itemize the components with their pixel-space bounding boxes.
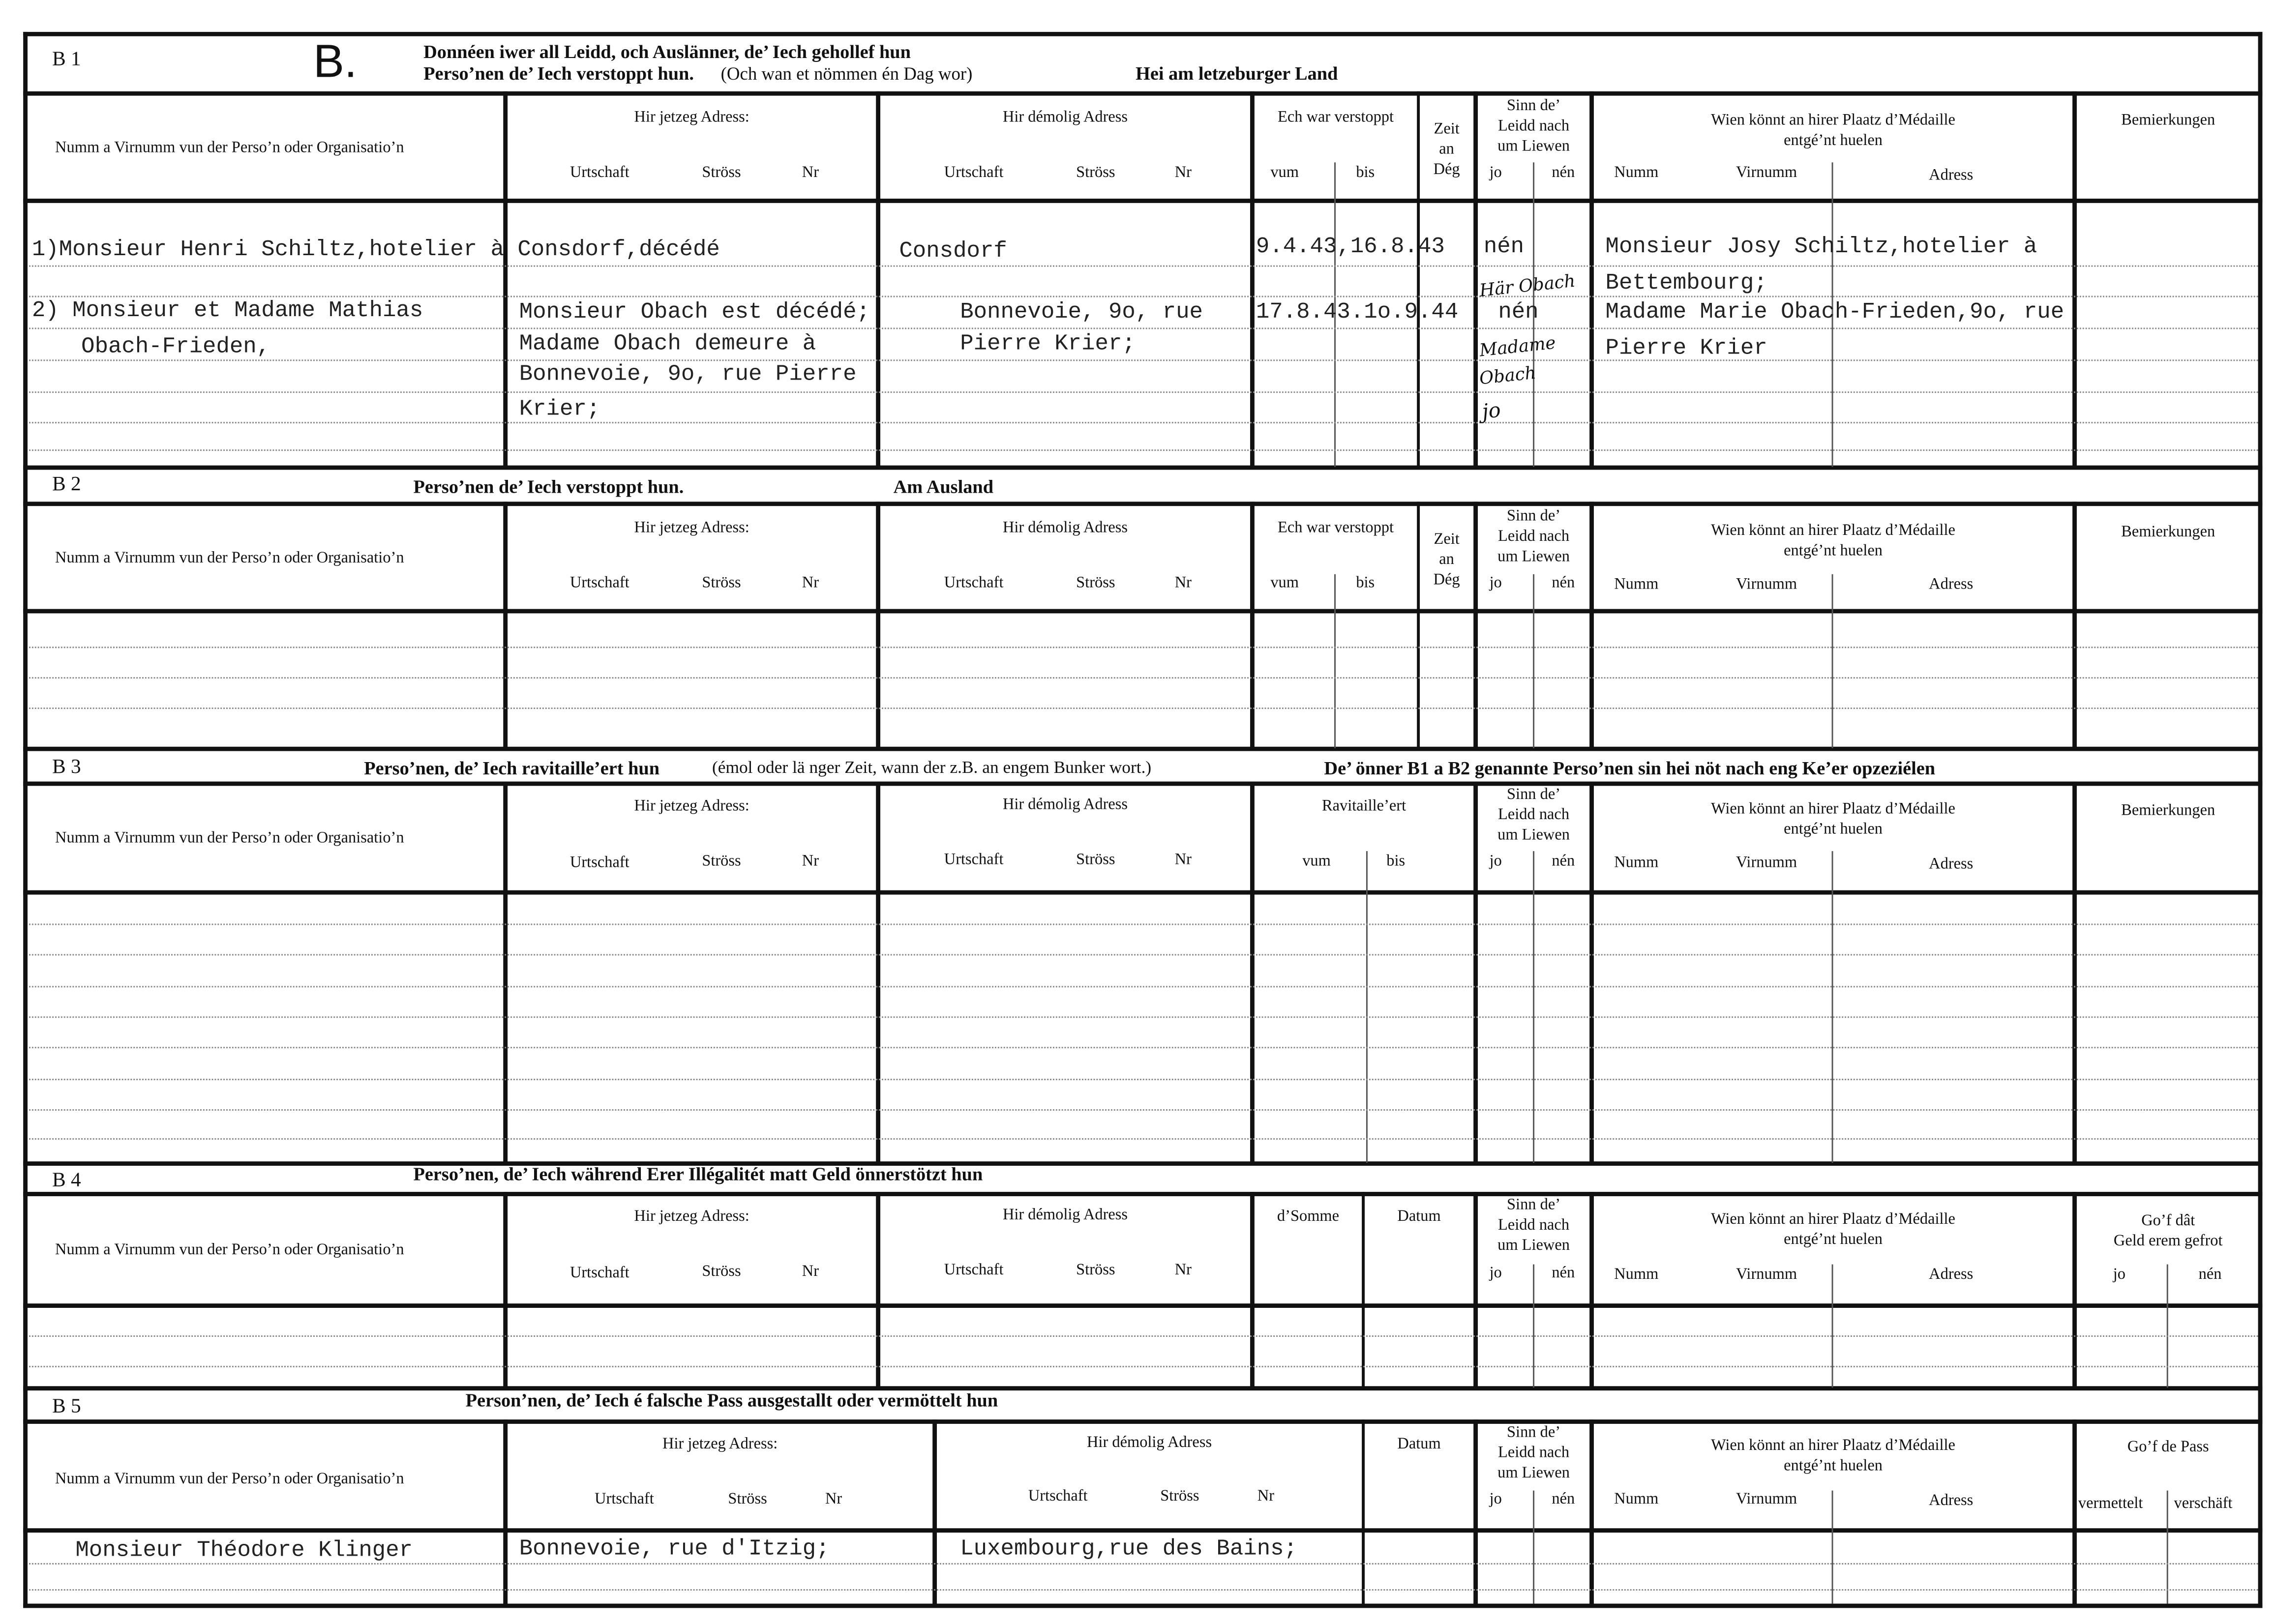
col-no: nén <box>2198 1266 2222 1283</box>
col-medal-name: Numm <box>1614 854 1659 872</box>
col-medal-header: Wien könnt an hirer Plaatz d’Médaille entgé’nt huelen <box>1711 112 1955 149</box>
b3-title-remark: De’ önner B1 a B2 genannte Perso’nen sin hei nöt nach eng Ke’er opzeziélen <box>1324 757 1936 779</box>
entry-2-medal-line1: Madame Marie Obach-Frieden,9o, rue <box>1605 298 2065 325</box>
col-no: nén <box>1552 1264 1575 1282</box>
col-date-header: Datum <box>1397 1208 1441 1225</box>
handwritten-note-line2: Madame <box>1478 332 1557 361</box>
b5-title: Person’nen, de’ Iech é falsche Pass ausgestallt oder vermöttelt hun <box>465 1389 998 1411</box>
b4-title: Perso’nen, de’ Iech während Erer Illégalitét matt Geld önnerstötzt hun <box>413 1163 983 1185</box>
entry-2-current-line2: Madame Obach demeure à <box>519 330 816 357</box>
col-town: Urtschaft <box>1028 1487 1088 1506</box>
entry-2-medal-line2: Pierre Krier <box>1605 335 1767 361</box>
entry-1-medal-line1: Monsieur Josy Schiltz,hotelier à <box>1605 233 2037 260</box>
entry-1-alive-no: nén <box>1483 233 1525 260</box>
col-street: Ströss <box>702 853 741 870</box>
col-name-header: Numm a Virnumm vun der Perso’n oder Organisatio’n <box>55 829 404 847</box>
col-nr: Nr <box>1174 1261 1192 1279</box>
col-to: bis <box>1356 574 1375 592</box>
col-former-address-header: Hir démolig Adress <box>1086 1434 1212 1451</box>
col-name-header: Numm a Virnumm vun der Perso’n oder Organisatio’n <box>55 1241 404 1259</box>
col-alive-header: Sinn de’ Leidd nach um Liewen <box>1497 1423 1570 1482</box>
col-pass-issued: vermettelt <box>2078 1495 2143 1512</box>
b2-title-place: Am Ausland <box>893 475 994 498</box>
col-nr: Nr <box>825 1490 842 1508</box>
col-yes: jo <box>1489 574 1502 592</box>
col-street: Ströss <box>1160 1487 1199 1506</box>
col-no: nén <box>1552 1490 1575 1508</box>
col-days-header: Zeit an Dég <box>1433 531 1460 589</box>
handwritten-note-line1: Här Obach <box>1478 270 1577 301</box>
b3-title-note: (émol oder lä nger Zeit, wann der z.B. an engem Bunker wort.) <box>712 757 1152 777</box>
section-code-b3: B 3 <box>52 757 81 779</box>
col-nr: Nr <box>802 164 819 181</box>
col-town: Urtschaft <box>944 574 1004 592</box>
col-days-header: Zeit an Dég <box>1433 120 1460 178</box>
col-medal-firstname: Virnumm <box>1735 854 1797 872</box>
entry-2-alive-no: nén <box>1498 298 1539 325</box>
entry-2-name-line2: Obach-Frieden, <box>81 333 270 360</box>
entry-2-current-line3: Bonnevoie, 9o, rue Pierre <box>519 361 857 387</box>
col-current-address-header: Hir jetzeg Adress: <box>634 109 749 126</box>
col-paid-back-header: Go’f dât Geld erem gefrot <box>2113 1212 2223 1250</box>
col-supplied-header: Ravitaille’ert <box>1321 797 1406 815</box>
col-town: Urtschaft <box>944 164 1004 181</box>
section-code-b1: B 1 <box>52 49 81 71</box>
col-nr: Nr <box>802 1263 819 1280</box>
col-current-address-header: Hir jetzeg Adress: <box>634 1208 749 1225</box>
entry-2-former-line1: Bonnevoie, 9o, rue <box>960 298 1203 325</box>
col-no: nén <box>1552 853 1575 870</box>
col-street: Ströss <box>702 1263 741 1280</box>
col-medal-address: Adress <box>1929 1266 1974 1283</box>
col-town: Urtschaft <box>569 854 629 872</box>
col-sum-header: d’Somme <box>1277 1208 1340 1225</box>
col-former-address-header: Hir démolig Adress <box>1002 109 1128 126</box>
col-name-header: Numm a Virnumm vun der Perso’n oder Organisatio’n <box>55 139 404 157</box>
col-yes: jo <box>1489 1490 1502 1508</box>
col-no: nén <box>1552 574 1575 592</box>
col-medal-name: Numm <box>1614 164 1659 181</box>
entry-1-dates: 9.4.43,16.8.43 <box>1256 233 1445 260</box>
section-code-b5: B 5 <box>52 1396 81 1418</box>
col-medal-firstname: Virnumm <box>1735 575 1797 593</box>
col-street: Ströss <box>1076 851 1115 869</box>
col-pass-header: Go’f de Pass <box>2127 1438 2209 1456</box>
col-street: Ströss <box>702 574 741 592</box>
entry-1-former-town: Consdorf <box>899 237 1007 264</box>
col-remarks-header: Bemierkungen <box>2121 112 2215 129</box>
col-from: vum <box>1270 574 1299 592</box>
col-nr: Nr <box>802 853 819 870</box>
col-town: Urtschaft <box>944 1261 1004 1279</box>
col-hidden-header: Ech war verstoppt <box>1278 109 1394 126</box>
col-alive-header: Sinn de’ Leidd nach um Liewen <box>1497 507 1570 566</box>
col-medal-header: Wien könnt an hirer Plaatz d’Médaille entgé’nt huelen <box>1711 1437 1955 1475</box>
col-street: Ströss <box>1076 574 1115 592</box>
col-medal-header: Wien könnt an hirer Plaatz d’Médaille entgé’nt huelen <box>1711 1211 1955 1249</box>
col-town: Urtschaft <box>569 1264 629 1282</box>
col-remarks-header: Bemierkungen <box>2121 801 2215 820</box>
b5-entry-current-address: Bonnevoie, rue d'Itzig; <box>519 1535 830 1562</box>
entry-2-former-line2: Pierre Krier; <box>960 330 1136 357</box>
col-name-header: Numm a Virnumm vun der Perso’n oder Organisatio’n <box>55 1470 404 1488</box>
b1-title-place: Hei am letzeburger Land <box>1136 62 1338 85</box>
col-medal-address: Adress <box>1929 855 1974 873</box>
handwritten-note-line4: jo <box>1481 399 1502 424</box>
col-from: vum <box>1270 164 1299 181</box>
col-medal-firstname: Virnumm <box>1735 1490 1797 1508</box>
col-town: Urtschaft <box>595 1490 654 1508</box>
b1-title-line2: Perso’nen de’ Iech verstoppt hun. <box>423 62 694 85</box>
b1-title-note: (Och wan et nömmen én Dag wor) <box>720 63 973 85</box>
col-to: bis <box>1356 164 1375 181</box>
col-to: bis <box>1386 853 1406 870</box>
col-nr: Nr <box>1174 851 1192 869</box>
col-medal-header: Wien könnt an hirer Plaatz d’Médaille entgé’nt huelen <box>1711 800 1955 838</box>
col-medal-name: Numm <box>1614 1266 1659 1283</box>
col-current-address-header: Hir jetzeg Adress: <box>662 1435 778 1453</box>
col-street: Ströss <box>1076 164 1115 181</box>
col-medal-firstname: Virnumm <box>1735 164 1797 181</box>
entry-1-medal-line2: Bettembourg; <box>1605 269 1767 296</box>
col-yes: jo <box>2113 1266 2125 1283</box>
col-medal-address: Adress <box>1929 167 1974 184</box>
col-name-header: Numm a Virnumm vun der Perso’n oder Organisatio’n <box>55 549 404 567</box>
col-nr: Nr <box>802 574 819 592</box>
form-letter: B. <box>313 34 358 87</box>
col-yes: jo <box>1489 853 1502 870</box>
col-date-header: Datum <box>1397 1435 1441 1453</box>
col-street: Ströss <box>1076 1261 1115 1279</box>
b1-title-line1: Donnéen iwer all Leidd, och Auslänner, de’ Iech gehollef hun <box>423 40 911 62</box>
entry-1-name: 1)Monsieur Henri Schiltz,hotelier à Consdorf,décédé <box>31 236 720 263</box>
col-alive-header: Sinn de’ Leidd nach um Liewen <box>1497 97 1570 155</box>
col-nr: Nr <box>1174 574 1192 592</box>
b3-title: Perso’nen, de’ Iech ravitaille’ert hun <box>364 757 660 779</box>
col-former-address-header: Hir démolig Adress <box>1002 796 1128 814</box>
col-remarks-header: Bemierkungen <box>2121 523 2215 541</box>
section-code-b4: B 4 <box>52 1170 81 1192</box>
col-no: nén <box>1552 164 1575 181</box>
col-medal-address: Adress <box>1929 1492 1974 1509</box>
col-current-address-header: Hir jetzeg Adress: <box>634 519 749 537</box>
col-street: Ströss <box>702 164 741 181</box>
section-code-b2: B 2 <box>52 474 81 496</box>
col-medal-address: Adress <box>1929 575 1974 593</box>
col-nr: Nr <box>1257 1487 1275 1506</box>
col-alive-header: Sinn de’ Leidd nach um Liewen <box>1497 1196 1570 1254</box>
b5-entry-former-address: Luxembourg,rue des Bains; <box>960 1535 1298 1562</box>
col-former-address-header: Hir démolig Adress <box>1002 1206 1128 1224</box>
b2-title: Perso’nen de’ Iech verstoppt hun. <box>413 475 684 498</box>
col-alive-header: Sinn de’ Leidd nach um Liewen <box>1497 786 1570 844</box>
col-medal-name: Numm <box>1614 575 1659 593</box>
col-from: vum <box>1302 853 1331 870</box>
entry-2-name-line1: 2) Monsieur et Madame Mathias <box>31 297 423 324</box>
col-street: Ströss <box>728 1490 767 1508</box>
col-town: Urtschaft <box>569 164 629 181</box>
col-former-address-header: Hir démolig Adress <box>1002 519 1128 537</box>
col-pass-obtained: verschäft <box>2174 1495 2233 1512</box>
col-medal-header: Wien könnt an hirer Plaatz d’Médaille entgé’nt huelen <box>1711 522 1955 560</box>
col-town: Urtschaft <box>569 574 629 592</box>
col-current-address-header: Hir jetzeg Adress: <box>634 797 749 815</box>
entry-2-dates: 17.8.43.1o.9.44 <box>1256 298 1459 325</box>
handwritten-note-line3: Obach <box>1478 362 1537 389</box>
col-nr: Nr <box>1174 164 1192 181</box>
col-medal-name: Numm <box>1614 1490 1659 1508</box>
b5-entry-name: Monsieur Théodore Klinger <box>75 1536 413 1564</box>
col-town: Urtschaft <box>944 851 1004 869</box>
entry-2-current-line1: Monsieur Obach est décédé; <box>519 298 870 325</box>
col-yes: jo <box>1489 1264 1502 1282</box>
col-hidden-header: Ech war verstoppt <box>1278 519 1394 537</box>
col-medal-firstname: Virnumm <box>1735 1266 1797 1283</box>
col-yes: jo <box>1489 164 1502 181</box>
entry-2-current-line4: Krier; <box>519 396 600 422</box>
